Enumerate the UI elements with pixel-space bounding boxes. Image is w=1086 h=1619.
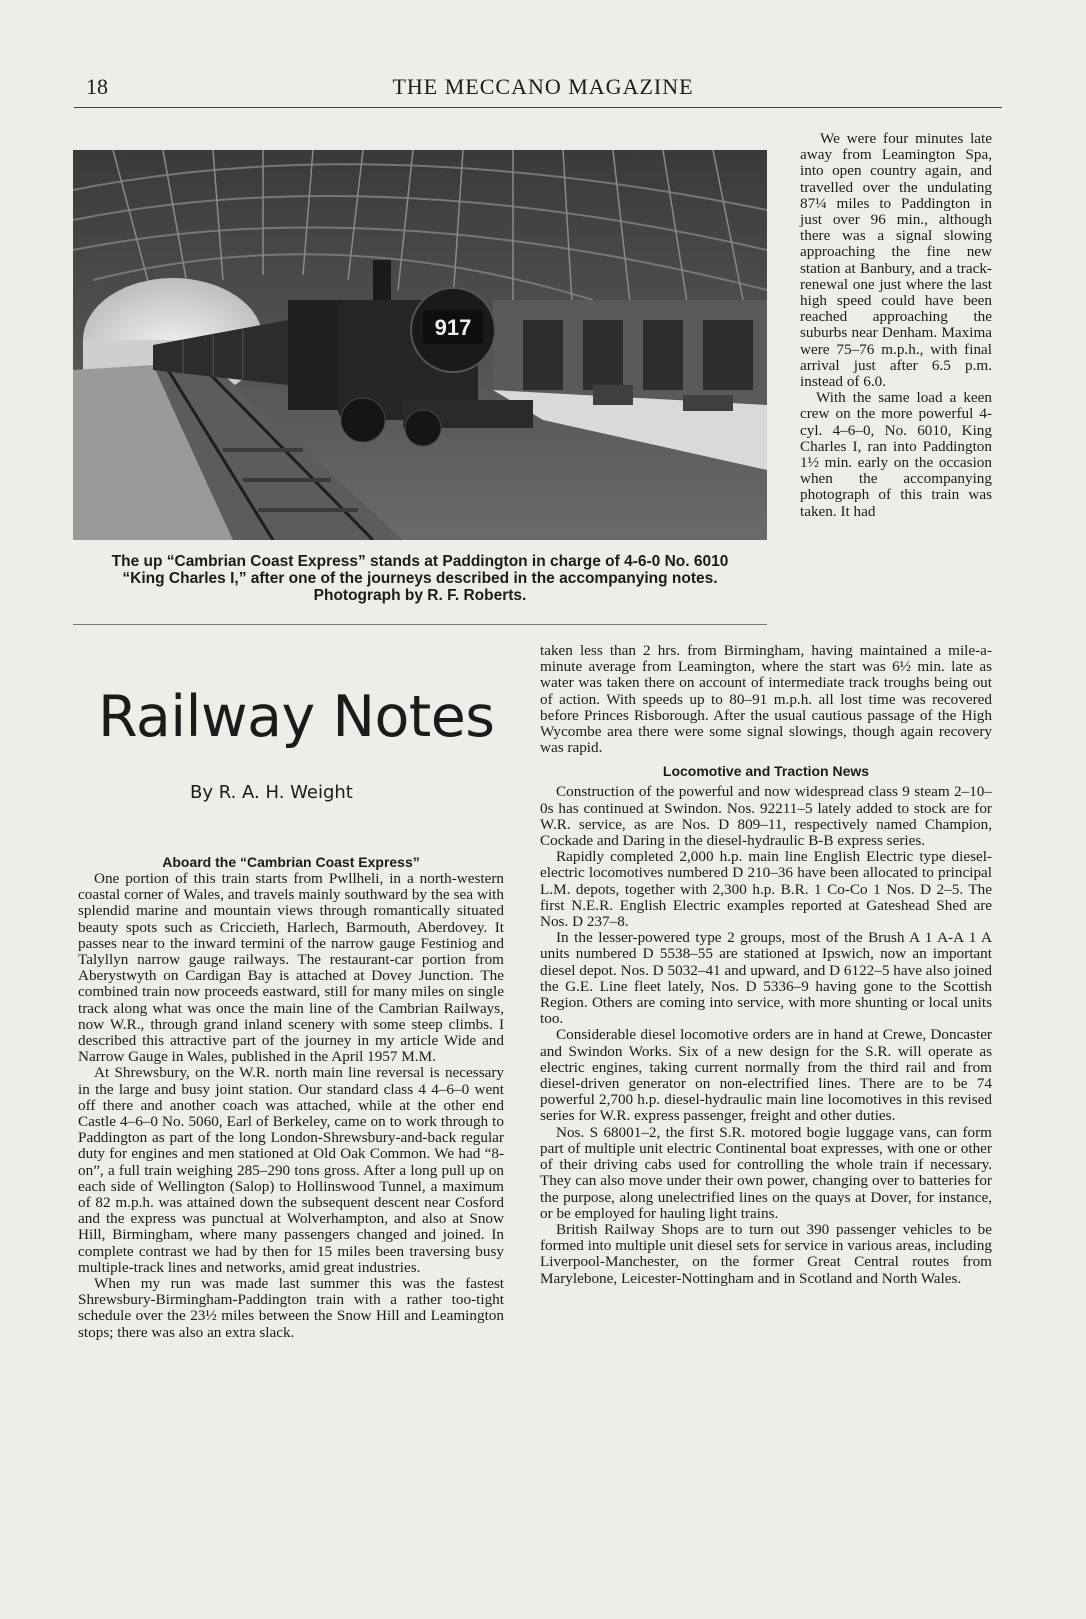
- paragraph: Rapidly completed 2,000 h.p. main line English Electric type diesel-electric locomotives numbered D 210–36 have been allocated to principal L.M. depots, together with 2,300 h.p. B.R. 1 Co-Co 1 Nos. D 2–5. The first N.E.R. English Electric examples reported at Gateshead Shed are Nos. D 237–8.: [540, 848, 992, 931]
- section-heading: Aboard the “Cambrian Coast Express”: [162, 854, 420, 870]
- train-photograph: [73, 150, 767, 540]
- right-top-column: [800, 131, 992, 520]
- paragraph: At Shrewsbury, on the W.R. north main line reversal is necessary in the large and busy joint station. Our standard class 4 4–6–0 went off there and another coach was attached, while at the other end Castle 4–6–0 No. 5060, Earl of Berkeley, came on to work through to Paddington as part of the long London-Shrewsbury-and-back regular duty for engines and men stationed at Old Oak Common. We had “8-on”, a full train weighing 285–290 tons gross. After a long pull up on each side of Wellington (Salop) to Hollinswood Tunnel, a maximum of 82 m.p.h. was attained down the subsequent descent near Cosford and the express was punctual at Wolverhampton, and also at Snow Hill, Birmingham, where many passengers changed and joined. In complete contrast we had by then for 15 miles been traversing busy multiple-track lines and networks, amid great industries.: [78, 1064, 504, 1276]
- paragraph: With the same load a keen crew on the more powerful 4-cyl. 4–6–0, No. 6010, King Charles I, ran into Paddington 1½ min. early on the occasion when the accompanying photograph of this train was taken. It had: [800, 389, 992, 520]
- paragraph: When my run was made last summer this was the fastest Shrewsbury-Birmingham-Paddington train with a rather too-tight schedule over the 23½ miles between the Snow Hill and Leamington stops; there was also an extra slack.: [78, 1275, 504, 1341]
- paragraph: Nos. S 68001–2, the first S.R. motored bogie luggage vans, can form part of multiple unit electric Continental boat expresses, with one or other of their driving cabs used for controlling the whole train if necessary. They can also move under their own power, changing over to batteries for the purpose, along unelectrified lines on the quays at Dover, for instance, or be employed for hauling light trains.: [540, 1123, 992, 1222]
- paragraph: We were four minutes late away from Leamington Spa, into open country again, and travelled over the undulating 87¼ miles to Paddington in just over 96 min., although there was a signal slowing approaching the fine new station at Banbury, and a track-renewal one just where the last high speed could have been reached approaching the suburbs near Denham. Maxima were 75–76 m.p.h., with final arrival just after 6.5 p.m. instead of 6.0.: [800, 130, 992, 391]
- article-byline: By R. A. H. Weight: [190, 782, 353, 803]
- caption-credit: Photograph by R. F. Roberts.: [313, 587, 527, 604]
- caption-rule: [73, 624, 767, 625]
- engine-number-label: 917: [434, 315, 472, 340]
- paragraph: taken less than 2 hrs. from Birmingham, having maintained a mile-a-minute average from Leamington, where the start was 6½ min. late as water was taken there on account of intermediate track troughs being out of action. With speeds up to 80–91 m.p.h. all lost time was recovered before Princes Risborough. After the usual cautious passage of the High Wycombe area there were some signal slowings, though again recovery was rapid.: [540, 642, 992, 757]
- caption-line-2: “King Charles I,” after one of the journeys described in the accompanying notes.: [122, 570, 718, 587]
- caption-line-1: The up “Cambrian Coast Express” stands at Paddington in charge of 4-6-0 No. 6010: [111, 553, 729, 570]
- section-heading: Locomotive and Traction News: [662, 763, 870, 780]
- paragraph: One portion of this train starts from Pwllheli, in a north-western coastal corner of Wales, and travels mainly southward by the sea with splendid marine and mountain views through romantically situated beauty spots such as Criccieth, Harlech, Barmouth, Aberdovey. It passes near to the inward termini of the narrow gauge Festiniog and Talyllyn narrow gauge railways. The restaurant-car portion from Aberystwyth on Cardigan Bay is attached at Dovey Junction. The combined train now proceeds eastward, still for many miles on single track along what was once the main line of the Cambrian Railways, now W.R., through grand inland scenery with some steep climbs. I described this attractive part of the journey in my article Wide and Narrow Gauge in Wales, published in the April 1957 M.M.: [78, 870, 504, 1066]
- locomotive-photo-illustration: [73, 150, 767, 540]
- header-rule: [74, 107, 1002, 108]
- photo-caption: [60, 553, 780, 604]
- right-column: [540, 643, 992, 1287]
- left-column: [78, 853, 504, 1341]
- paragraph: Considerable diesel locomotive orders are in hand at Crewe, Doncaster and Swindon Works. Six of a new design for the S.R. will operate as electric engines, taking current normally from the third rail and from diesel-driven generator on non-electrified lines. There are to be 74 powerful 2,700 h.p. diesel-hydraulic main line locomotives in this revised series for W.R. express passenger, freight and other duties.: [540, 1026, 992, 1125]
- paragraph: In the lesser-powered type 2 groups, most of the Brush A 1 A-A 1 A units numbered D 5538–55 are stationed at Ipswich, now an important diesel depot. Nos. D 5032–41 and upward, and D 6122–5 have also joined the G.E. Line fleet lately, Nos. D 5336–9 having gone to the Scottish Region. Others are coming into service, with more shunting or local units too.: [540, 929, 992, 1028]
- paragraph: Construction of the powerful and now widespread class 9 steam 2–10–0s has continued at Swindon. Nos. 92211–5 lately added to stock are for W.R. service, as are Nos. D 809–11, respectively named Champion, Cockade and Daring in the diesel-hydraulic B-B express series.: [540, 783, 992, 850]
- page-number: 18: [86, 74, 108, 99]
- paragraph: British Railway Shops are to turn out 390 passenger vehicles to be formed into multiple unit diesel sets for service in various areas, including Liverpool-Manchester, on the former Great Central routes from Marylebone, Leicester-Nottingham and in Scotland and North Wales.: [540, 1220, 992, 1287]
- article-title: Railway Notes: [98, 684, 495, 750]
- magazine-title: THE MECCANO MAGAZINE: [392, 74, 694, 99]
